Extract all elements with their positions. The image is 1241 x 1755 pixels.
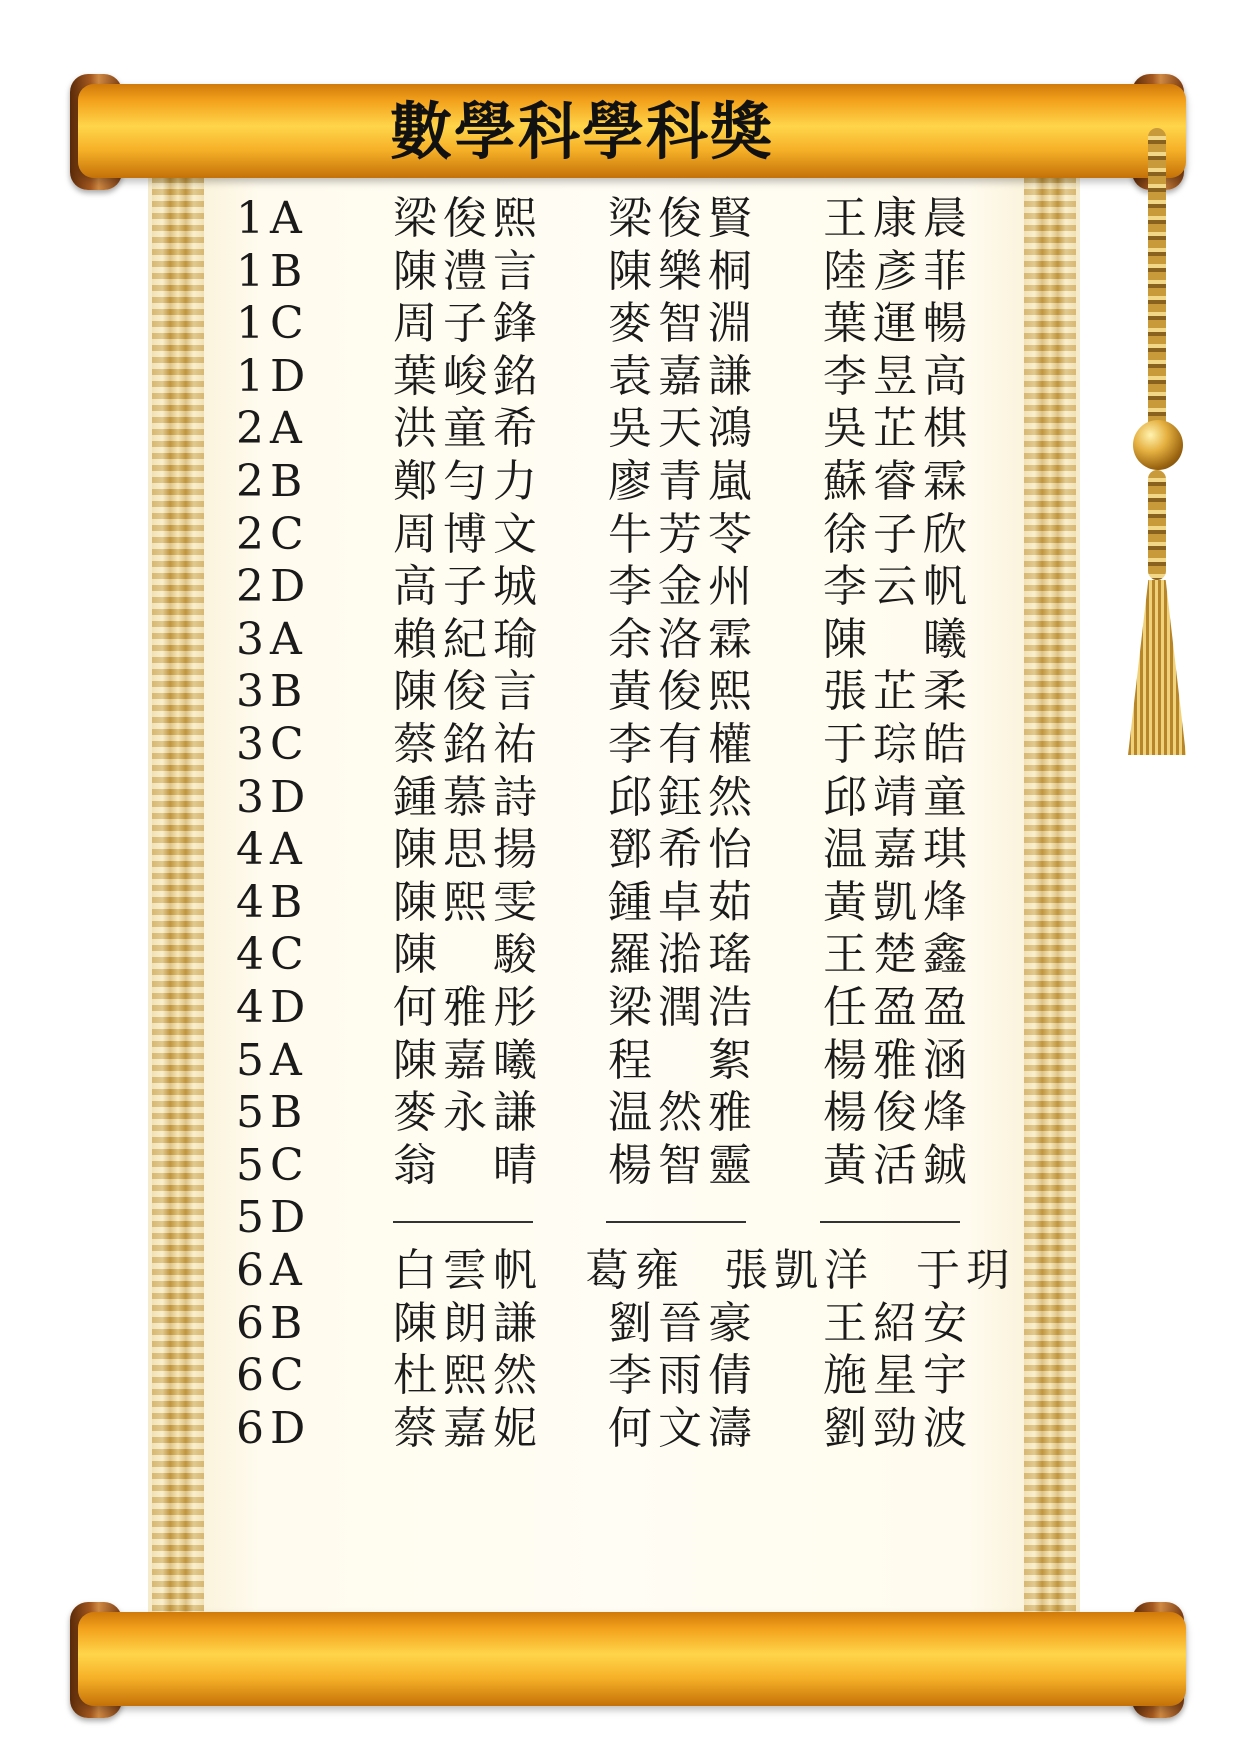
student-name: 梁俊熙 [393,193,543,244]
student-name: 蔡嘉妮 [393,1402,543,1454]
student-name: 葉運暢 [823,298,973,350]
student-name: 任盈盈 [823,982,973,1033]
class-label: 6A [236,1245,308,1296]
student-name: 温然雅 [608,1087,758,1139]
class-label: 3D [236,771,312,823]
student-name: 鍾卓茹 [608,876,758,928]
student-name: 王康晨 [823,193,973,244]
blank-line [606,1221,746,1223]
student-name: 施星宇 [823,1350,973,1402]
student-name: 程 絮 [608,1034,758,1086]
student-name: 黃俊熙 [608,666,758,718]
student-name: 黃活鋮 [823,1139,973,1191]
class-label: 4C [236,929,310,981]
student-name: 翁 晴 [393,1139,543,1191]
student-name: 麥永謙 [393,1087,543,1139]
student-name: 蔡銘祐 [393,719,543,770]
class-label: 6D [236,1402,312,1454]
class-row [0,558,1241,616]
student-name: 李雨倩 [608,1350,758,1402]
student-name: 李有權 [608,719,758,770]
class-label: 1D [236,350,312,402]
student-name: 蘇睿霖 [823,456,973,507]
student-name: 李金州 [608,561,758,613]
student-name: 周子鋒 [393,298,543,350]
student-name: 張芷柔 [823,666,973,718]
student-name: 賴紀瑜 [393,613,543,665]
class-label: 2D [236,561,312,613]
student-name: 于玥 [916,1245,1016,1296]
student-name: 葉峻銘 [393,350,543,402]
class-label: 1A [236,193,308,244]
student-name: 梁俊賢 [608,193,758,244]
student-name: 陳嘉曦 [393,1034,543,1086]
class-label: 3B [236,666,309,718]
student-name: 麥智淵 [608,298,758,350]
student-name: 羅湁瑤 [608,929,758,981]
class-label: 5A [236,1034,308,1086]
student-name: 高子城 [393,561,543,613]
class-label: 3C [236,719,310,770]
class-row [0,769,1241,827]
student-name: 陳熙雯 [393,876,543,928]
student-name: 袁嘉謙 [608,350,758,402]
class-row [0,400,1241,458]
bottom-roller [78,1612,1186,1706]
student-name: 吳芷棋 [823,403,973,455]
student-name: 陸彥菲 [823,245,973,297]
class-row [0,348,1241,406]
student-name: 陳俊言 [393,666,543,718]
class-label: 6B [236,1297,309,1349]
class-label: 2A [236,403,308,455]
class-label: 4A [236,824,308,876]
student-name: 陳 駿 [393,929,543,981]
student-name: 何文濤 [608,1402,758,1454]
class-label: 3A [236,613,308,665]
student-name: 黃凱烽 [823,876,973,928]
student-name: 邱靖童 [823,771,973,823]
class-row [0,1242,1241,1300]
student-name: 葛雍 [585,1245,685,1296]
class-row [0,453,1241,511]
class-label: 4D [236,982,312,1033]
page-title: 數學科學科獎 [390,95,775,168]
student-name: 鄧希怡 [608,824,758,876]
student-name: 邱鈺然 [608,771,758,823]
student-name: 梁潤浩 [608,982,758,1033]
student-name: 杜熙然 [393,1350,543,1402]
class-row [0,243,1241,301]
student-name: 陳 曦 [823,613,973,665]
class-label: 1C [236,298,310,350]
class-label: 5B [236,1087,309,1139]
student-name: 吳天鴻 [608,403,758,455]
student-name: 王楚鑫 [823,929,973,981]
class-row [0,874,1241,932]
class-row [0,1295,1241,1353]
class-row [0,716,1241,774]
class-row [0,1189,1241,1247]
class-label: 2C [236,508,310,560]
class-row [0,1400,1241,1458]
student-name: 徐子欣 [823,508,973,560]
class-row [0,979,1241,1037]
class-row [0,1032,1241,1090]
student-name: 牛芳苓 [608,508,758,560]
student-name: 李云帆 [823,561,973,613]
class-row [0,1137,1241,1195]
student-name: 洪童希 [393,403,543,455]
class-label: 1B [236,245,309,297]
student-name: 楊俊烽 [823,1087,973,1139]
student-name: 白雲帆 [393,1245,543,1296]
student-name: 劉勁波 [823,1402,973,1454]
class-label: 5C [236,1139,310,1191]
student-name: 陳澧言 [393,245,543,297]
class-label: 4B [236,876,309,928]
student-name: 陳思揚 [393,824,543,876]
blank-line [393,1221,533,1223]
student-name: 余洛霖 [608,613,758,665]
student-name: 楊智靈 [608,1139,758,1191]
student-name: 廖青嵐 [608,456,758,507]
student-name: 張凱洋 [724,1245,874,1296]
class-label: 2B [236,456,309,507]
student-name: 周博文 [393,508,543,560]
class-row [0,821,1241,879]
student-name: 鍾慕詩 [393,771,543,823]
class-row [0,1347,1241,1405]
class-row [0,611,1241,669]
class-row [0,190,1241,248]
class-row [0,295,1241,353]
class-label: 6C [236,1350,310,1402]
student-name: 鄭勻力 [393,456,543,507]
class-row [0,506,1241,564]
class-row [0,1084,1241,1142]
class-label: 5D [236,1192,312,1244]
student-name: 温嘉琪 [823,824,973,876]
student-name: 何雅彤 [393,982,543,1033]
student-name: 劉晉豪 [608,1297,758,1349]
class-row [0,663,1241,721]
student-name: 陳朗謙 [393,1297,543,1349]
student-name: 陳樂桐 [608,245,758,297]
student-name: 楊雅涵 [823,1034,973,1086]
blank-line [820,1221,960,1223]
class-row [0,926,1241,984]
student-name: 王紹安 [823,1297,973,1349]
student-name: 李昱高 [823,350,973,402]
student-name: 于琮皓 [823,719,973,770]
